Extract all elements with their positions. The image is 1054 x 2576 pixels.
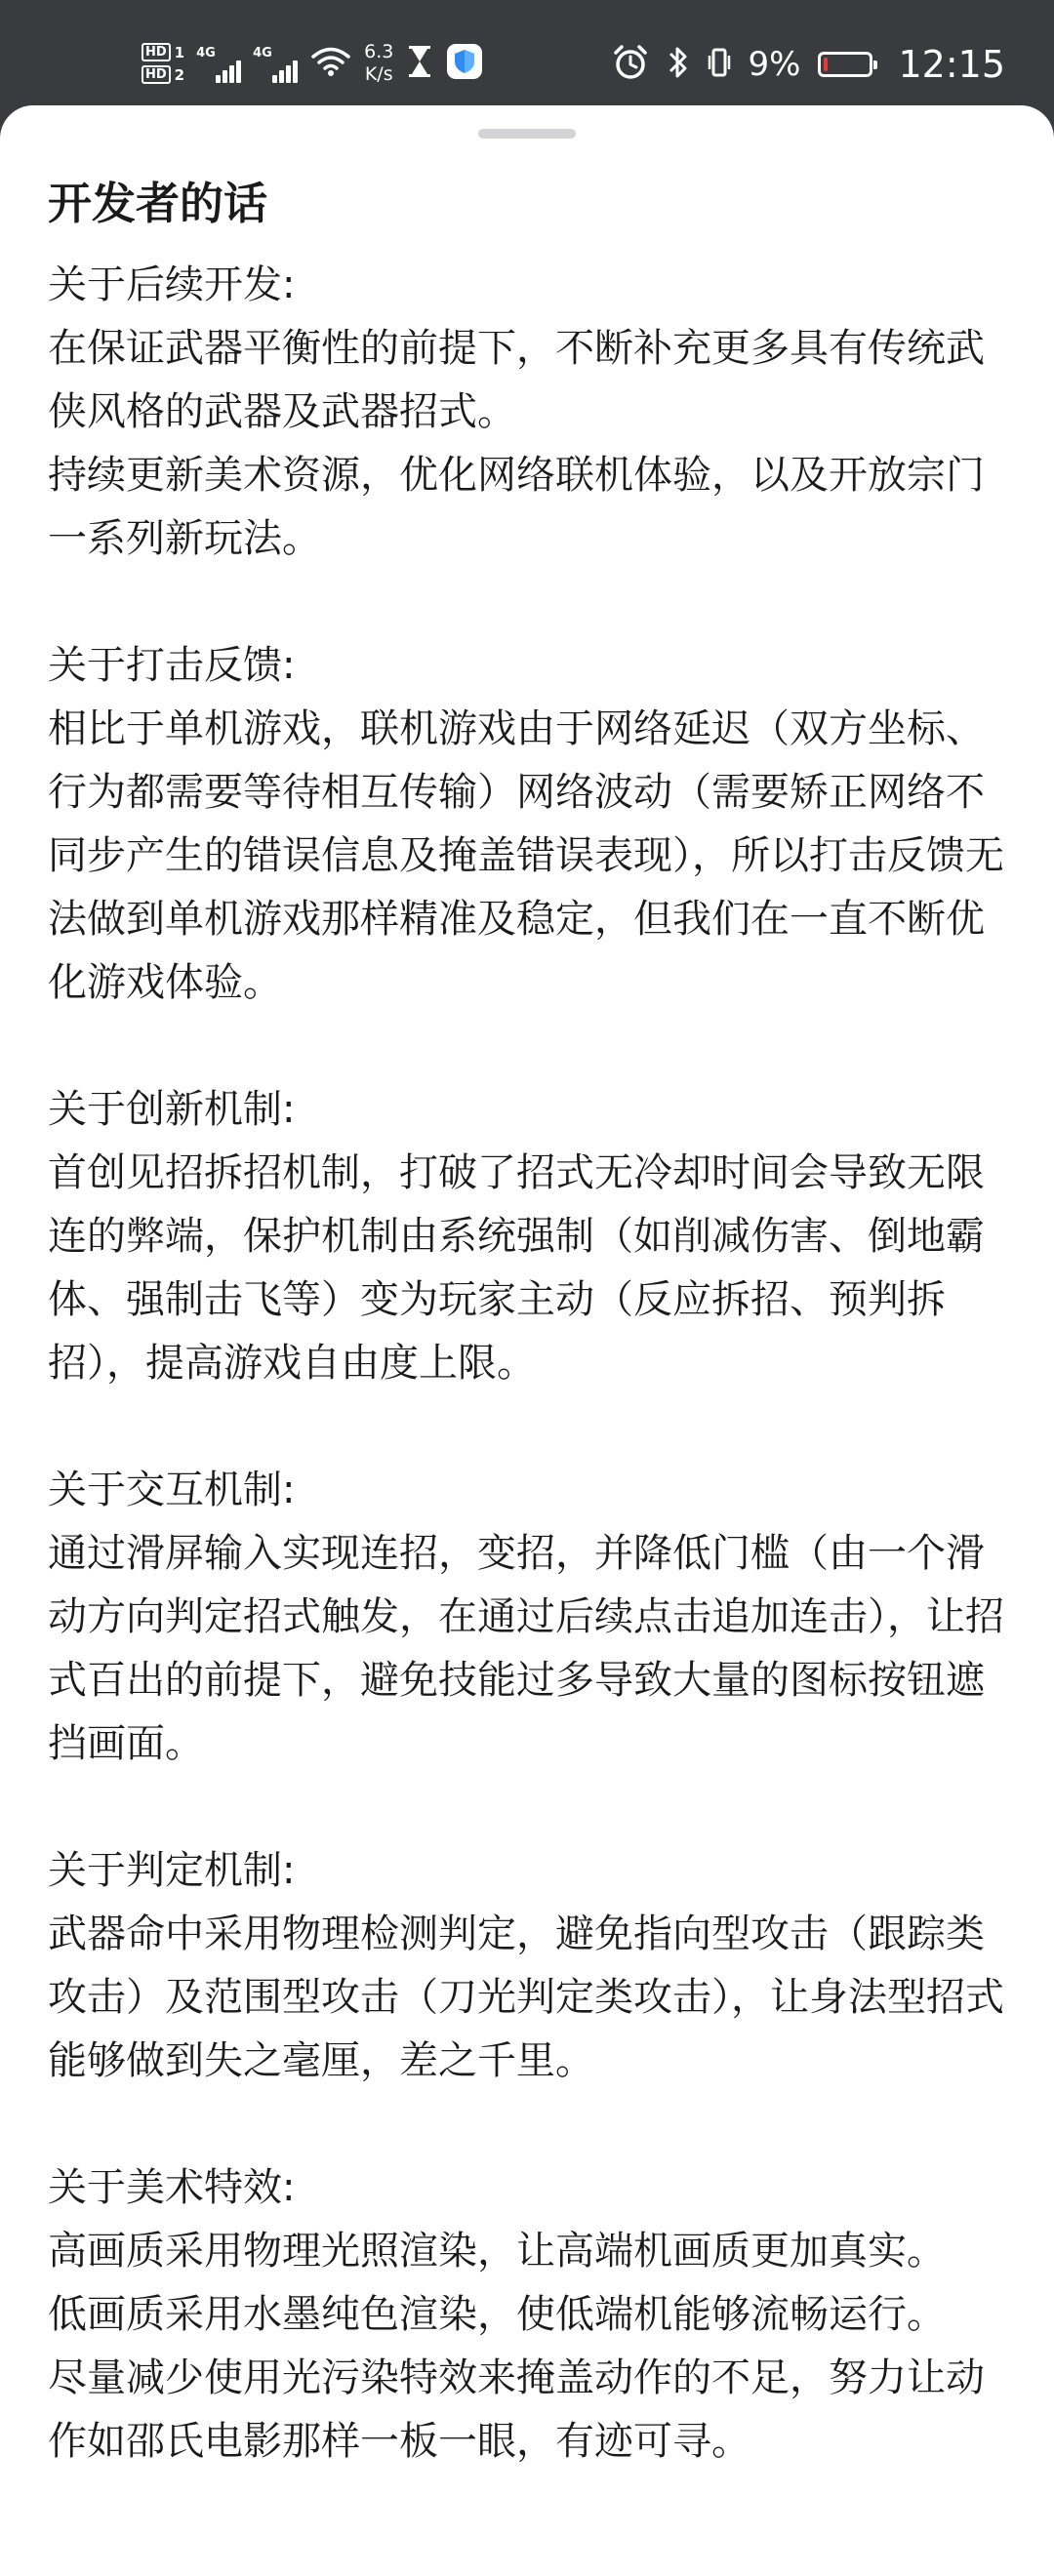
section-heading: 关于判定机制: (48, 1848, 296, 1893)
security-shield-icon (446, 43, 483, 84)
sheet-drag-handle[interactable] (478, 129, 576, 139)
status-bar (0, 0, 1054, 107)
sheet-content[interactable] (48, 254, 1014, 2537)
section-paragraph: 相比于单机游戏，联机游戏由于网络延迟（双方坐标、行为都需要等待相互传输）网络波动（需要矫正网络不同步产生的错误信息及掩盖错误表现），所以打击反馈无法做到单机游戏那样精准及稳定，但我们在一直不断优化游戏体验。 (48, 706, 1004, 1005)
signal-1-icon (198, 44, 241, 83)
section-paragraph: 在保证武器平衡性的前提下，不断补充更多具有传统武侠风格的武器及武器招式。 (48, 326, 985, 434)
signal-2-icon (255, 44, 298, 83)
battery-percent: 9% (748, 45, 801, 84)
network2-label: 4G (253, 46, 272, 60)
sim2-number: 2 (174, 65, 185, 84)
section-paragraph: 尽量减少使用光污染特效来掩盖动作的不足，努力让动作如邵氏电影那样一板一眼，有迹可寻。 (48, 2355, 985, 2464)
network-speed (364, 41, 393, 86)
bottom-sheet (0, 105, 1054, 2576)
section (48, 1839, 1014, 2093)
clock: 12:15 (898, 43, 1005, 86)
sheet-title: 开发者的话 (48, 178, 268, 229)
battery-icon (818, 52, 872, 77)
section-paragraph: 武器命中采用物理检测判定，避免指向型攻击（跟踪类攻击）及范围型攻击（刀光判定类攻击），让身法型招式能够做到失之毫厘，差之千里。 (48, 1912, 1004, 2083)
network1-label: 4G (196, 46, 216, 60)
section-heading: 关于后续开发: (48, 262, 296, 307)
alarm-icon (612, 44, 649, 85)
section-heading: 关于创新机制: (48, 1087, 296, 1132)
sim2-indicator (142, 65, 184, 84)
section-paragraph: 高画质采用物理光照渲染，让高端机画质更加真实。 (48, 2229, 946, 2274)
section-heading: 关于交互机制: (48, 1468, 296, 1512)
status-bar-left (142, 29, 483, 98)
network-speed-unit: K/s (364, 63, 393, 85)
vibrate-icon (708, 44, 731, 85)
bluetooth-icon (667, 44, 690, 85)
battery-level-fill (824, 58, 828, 71)
wifi-icon (311, 46, 350, 81)
section (48, 1459, 1014, 1776)
sim1-hd-label: HD (142, 43, 171, 61)
sim1-indicator (142, 43, 184, 61)
section-paragraph: 首创见招拆招机制，打破了招式无冷却时间会导致无限连的弊端，保护机制由系统强制（如削减伤害、倒地霸体、强制击飞等）变为玩家主动（反应拆招、预判拆招），提高游戏自由度上限。 (48, 1150, 985, 1386)
section-paragraph: 低画质采用水墨纯色渲染，使低端机能够流畅运行。 (48, 2292, 946, 2337)
section-heading: 关于美术特效: (48, 2165, 296, 2210)
section (48, 254, 1014, 571)
section (48, 1078, 1014, 1395)
sim2-hd-label: HD (142, 65, 171, 84)
section-paragraph: 持续更新美术资源，优化网络联机体验，以及开放宗门一系列新玩法。 (48, 453, 985, 561)
hourglass-icon (407, 45, 432, 82)
section (48, 634, 1014, 1015)
status-bar-right (612, 35, 1005, 94)
section (48, 2156, 1014, 2474)
sim-indicators (142, 43, 184, 84)
section-paragraph: 通过滑屏输入实现连招，变招，并降低门槛（由一个滑动方向判定招式触发，在通过后续点击追加连击），让招式百出的前提下，避免技能过多导致大量的图标按钮遮挡画面。 (48, 1531, 1004, 1766)
section-heading: 关于打击反馈: (48, 643, 296, 688)
sim1-number: 1 (174, 43, 185, 61)
network-speed-value: 6.3 (364, 41, 394, 62)
